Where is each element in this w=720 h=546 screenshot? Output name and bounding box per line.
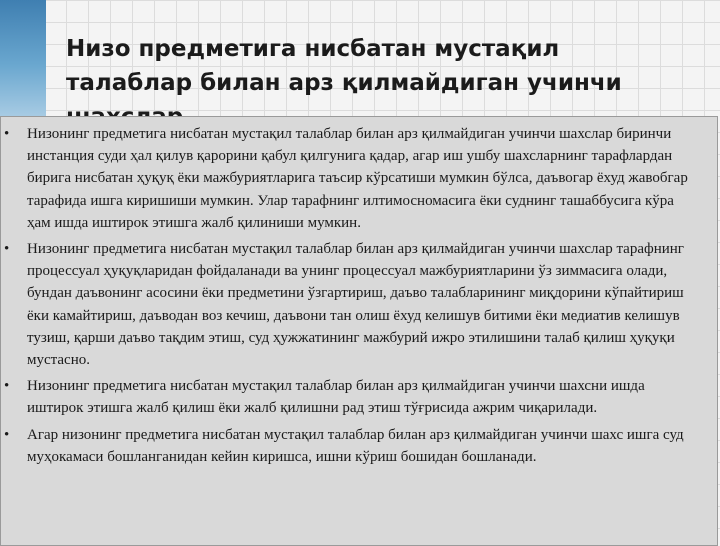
bullet-text: Низонинг предметига нисбатан мустақил талаблар билан арз қилмайдиган учинчи шахслар тарафнинг процессуал ҳуқуқларидан фойдаланади ва унинг процессуал мажбуриятларини ўз зиммасига олади, бундан даъвонинг асосини ёки предметини ўзгартириш, даъво талабларининг миқдорини кўпайтириш ёки камайтириш, даъводан воз кечиш, даъвони тан олиш ёхуд келишув битими ёки медиатив келишув тузиш, қарши даъво тақдим этиш, суд ҳужжатининг мажбурий ижро этилишини талаб қилиш ҳуқуқи мустасно.: [27, 241, 684, 369]
bullet-list: [1, 117, 717, 468]
bullet-text: Низонинг предметига нисбатан мустақил талаблар билан арз қилмайдиган учинчи шахслар биринчи инстанция суди ҳал қилув қарорини қабул қилгунига қадар, агар иш ушбу шахсларнинг тарафлардан бирига нисбатан ҳуқуқ ёки мажбуриятларига таъсир кўрсатиши мумкин бўлса, даъвогар ёхуд жавобгар тарафида ишга киришиши мумкин. Улар тарафнинг илтимосномасига ёки суднинг ташаббусига кўра ҳам ишда иштирок этишга жалб қилиниши мумкин.: [27, 126, 688, 231]
bullet-text: Агар низонинг предметига нисбатан мустақил талаблар билан арз қилмайдиган учинчи шахс ишга суд муҳокамаси бошланганидан кейин киришса, ишни кўриш бошидан бошланади.: [27, 426, 684, 465]
bullet-text: Низонинг предметига нисбатан мустақил талаблар билан арз қилмайдиган учинчи шахсни ишда иштирок этишга жалб қилиш ёки жалб қилишни рад этиш тўғрисида ажрим чиқарилади.: [27, 378, 645, 417]
bullet-dot-icon: •: [4, 378, 10, 395]
content-box: [0, 116, 718, 546]
bullet-item: [1, 123, 701, 234]
slide-title: Низо предметига нисбатан мустақил талаблар билан арз қилмайдиган учинчи: [66, 36, 622, 96]
bullet-dot-icon: •: [4, 126, 10, 142]
bullet-dot-icon: •: [4, 241, 10, 258]
bullet-item: [1, 238, 701, 371]
bullet-item: [1, 424, 701, 468]
side-accent-panel: [0, 0, 46, 118]
bullet-item: [1, 375, 701, 419]
bullet-dot-icon: •: [4, 426, 10, 443]
